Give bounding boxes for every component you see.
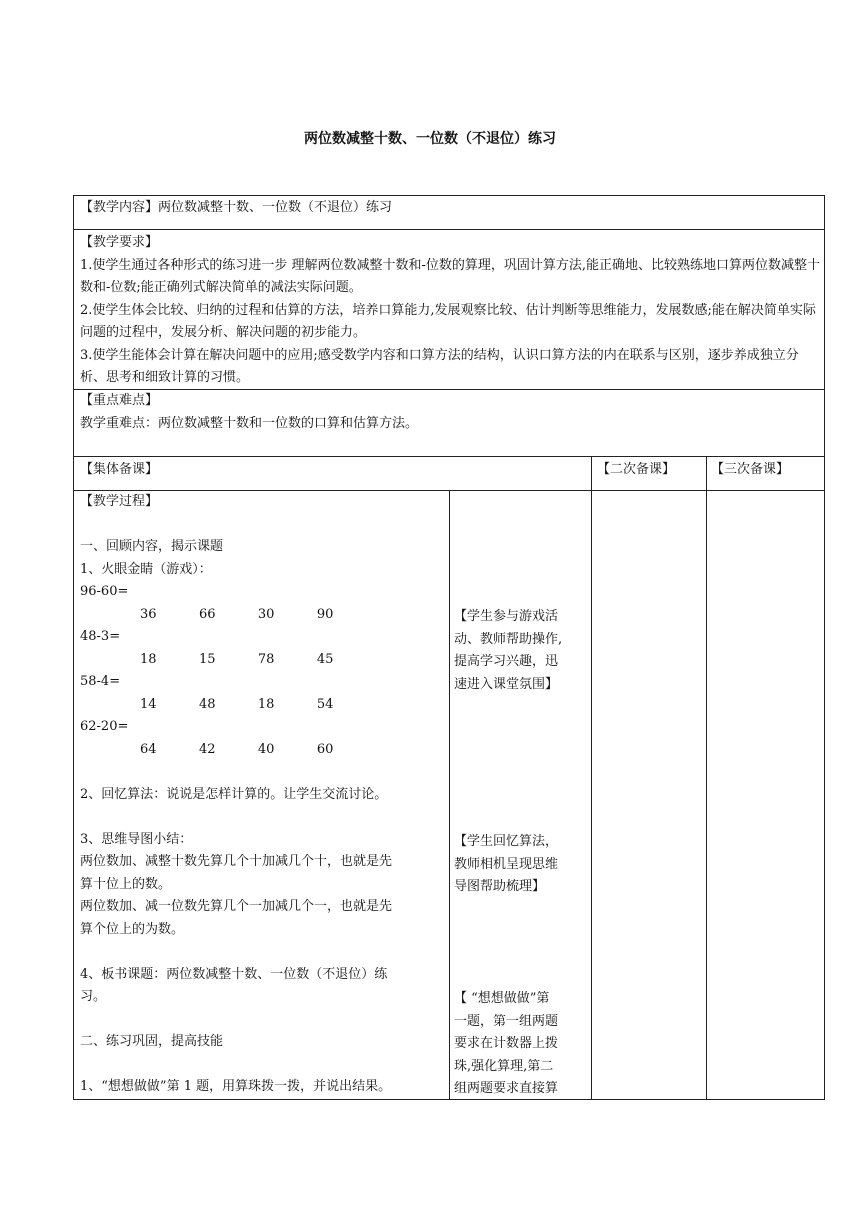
game-expression: 58-4= bbox=[80, 674, 121, 689]
teaching-content-row: 【教学内容】两位数减整十数、一位数（不退位）练习 bbox=[80, 200, 393, 215]
key-points-text: 教学重难点：两位数减整十数和一位数的口算和估算方法。 bbox=[80, 415, 419, 431]
mindmap-line: 算十位上的数。 bbox=[80, 876, 172, 892]
teaching-requirements bbox=[80, 232, 822, 390]
exercise-step: 1、“想想做做”第 1 题，用算珠拨一拨，并说出结果。 bbox=[80, 1079, 392, 1094]
recall-step: 2、回忆算法：说说是怎样计算的。让学生交流讨论。 bbox=[80, 786, 388, 802]
process-heading: 【教学过程】 bbox=[80, 494, 159, 509]
third-prep-header: 【三次备课】 bbox=[711, 462, 790, 477]
mindmap-line: 算个位上的为数。 bbox=[80, 921, 185, 937]
game-options: 14 48 18 54 bbox=[140, 696, 334, 712]
row-divider bbox=[73, 229, 825, 230]
game-options: 36 66 30 90 bbox=[140, 606, 334, 622]
mindmap-title: 3、思维导图小结： bbox=[80, 831, 193, 847]
game-expression: 62-20= bbox=[80, 719, 129, 734]
game-title: 1、火眼金睛（游戏）： bbox=[80, 561, 212, 577]
game-expression: 48-3= bbox=[80, 629, 121, 644]
section-heading: 二、练习巩固，提高技能 bbox=[80, 1034, 224, 1049]
mindmap-line: 两位数加、减一位数先算几个一加减几个一，也就是先 bbox=[80, 899, 393, 914]
collective-prep-header: 【集体备课】 bbox=[80, 462, 159, 477]
section-heading: 一、回顾内容，揭示课题 bbox=[80, 539, 224, 554]
game-expression: 96-60= bbox=[80, 584, 129, 599]
board-title-step: 4、板书课题：两位数减整十数、一位数（不退位）练 bbox=[80, 966, 388, 982]
mindmap-line: 两位数加、减整十数先算几个十加减几个十，也就是先 bbox=[80, 854, 393, 869]
page-title: 两位数减整十数、一位数（不退位）练习 bbox=[304, 131, 556, 147]
game-options: 64 42 40 60 bbox=[140, 741, 334, 757]
column-divider bbox=[591, 456, 592, 1100]
column-divider bbox=[706, 456, 707, 1100]
requirement-item: 3.使学生能体会计算在解决问题中的应用;感受数学内容和口算方法的结构，认识口算方法的内在联系与区别，逐步养成独立分析、思考和细致计算的习惯。 bbox=[80, 347, 799, 385]
board-title-step: 习。 bbox=[80, 989, 107, 1004]
requirement-item: 1.使学生通过各种形式的练习进一步 理解两位数减整十数和-位数的算理，巩固计算方法,能正确地、比较熟练地口算两位数减整十数和-位数;能正确列式解决简单的减法实际问题。 bbox=[80, 257, 821, 295]
key-points bbox=[80, 390, 822, 435]
requirement-item: 2.使学生体会比较、归纳的过程和估算的方法，培养口算能力,发展观察比较、估计判断等思维能力，发展数感;能在解决简单实际问题的过程中，发展分析、解决问题的初步能力。 bbox=[80, 302, 816, 340]
requirements-heading: 【教学要求】 bbox=[80, 235, 159, 250]
key-points-heading: 【重点难点】 bbox=[80, 393, 159, 408]
note-exercise: 【 “想想做做”第 一题，第一组两题 要求在计数器上拨 珠,强化算理,第二 组两题要求直接算 bbox=[454, 991, 559, 1096]
second-prep-header: 【二次备课】 bbox=[597, 462, 676, 477]
lesson-plan-table bbox=[73, 195, 825, 1100]
teaching-process bbox=[80, 491, 448, 1099]
column-divider bbox=[449, 490, 450, 1100]
row-divider bbox=[73, 456, 825, 457]
game-options: 18 15 78 45 bbox=[140, 651, 334, 667]
note-recall: 【学生回忆算法， 教师相机呈现思维 导图帮助梳理】 bbox=[454, 834, 559, 894]
note-game: 【学生参与游戏活 动、教师帮助操作, 提高学习兴趣，迅 速进入课堂氛围】 bbox=[454, 609, 563, 692]
